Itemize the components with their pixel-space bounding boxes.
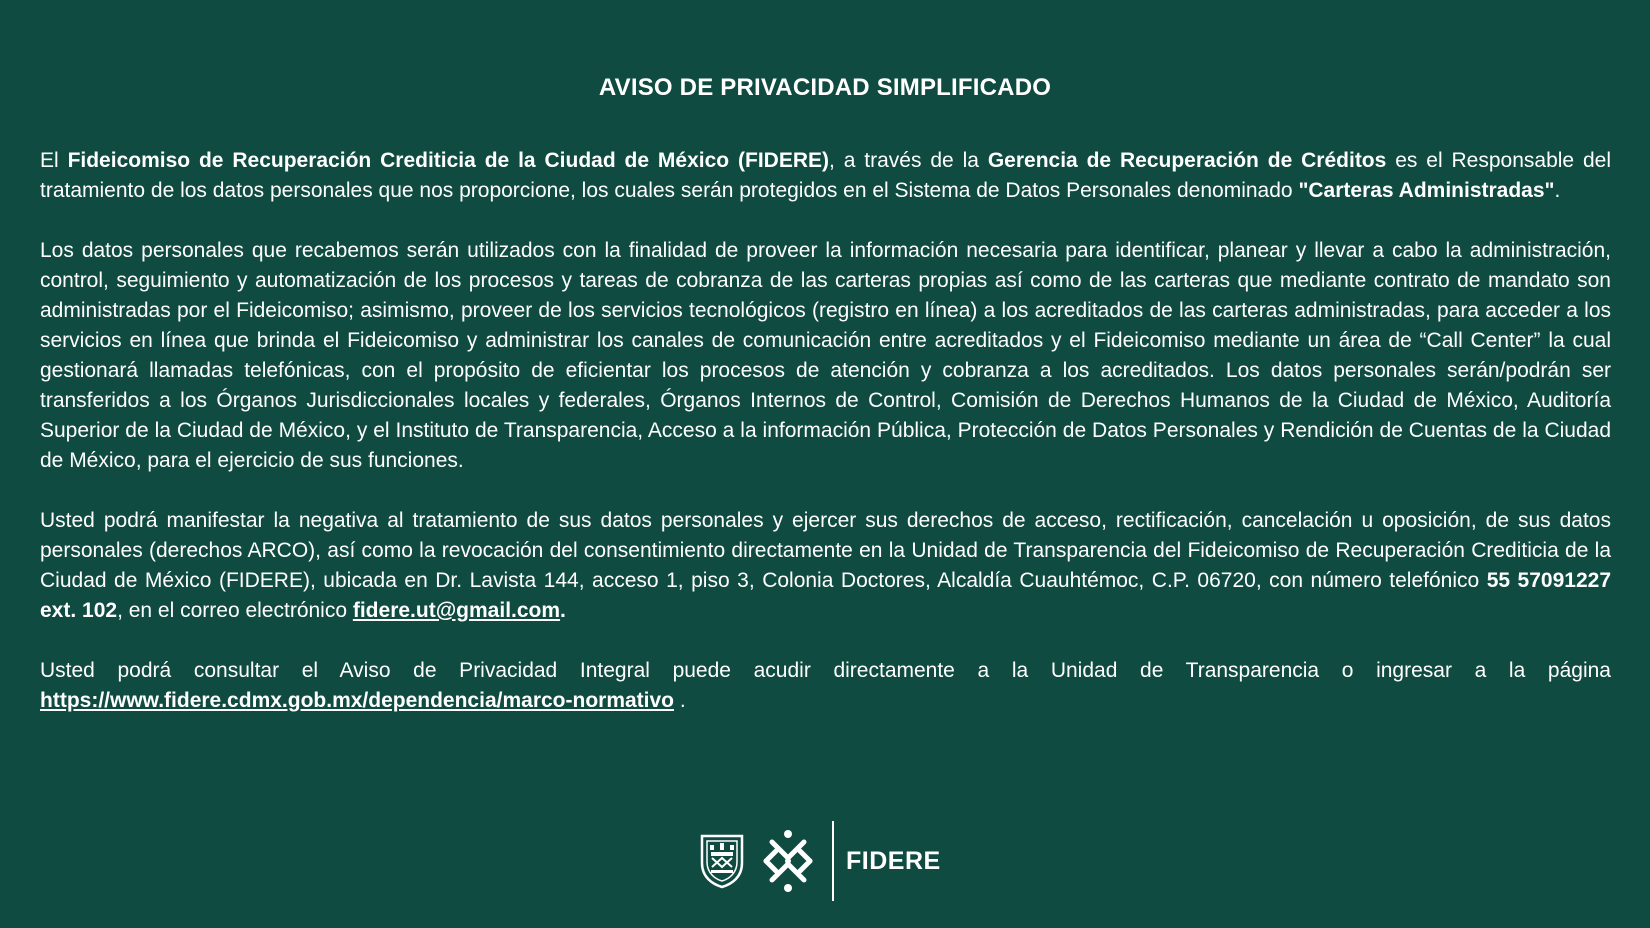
- purpose-paragraph: Los datos personales que recabemos serán utilizados con la finalidad de proveer la información necesaria para identificar, planear y llevar a cabo la administración, control, seguimiento y automatización de los procesos y tareas de cobranza de las carteras propias así como de las carteras que mediante contrato de mandato son administradas por el Fideicomiso; asimismo, proveer de los servicios tecnológicos (registro en línea) a los acreditados de las carteras administradas, para acceder a los servicios en línea que brinda el Fideicomiso y administrar los canales de comunicación entre acreditados y el Fideicomiso mediante un área de “Call Center” la cual gestionará llamadas telefónicas, con el propósito de eficientar los procesos de atención y cobranza a los acreditados. Los datos personales serán/podrán ser transferidos a los Órganos Jurisdiccionales locales y federales, Órganos Internos de Control, Comisión de Derechos Humanos de la Ciudad de México, Auditoría Superior de la Ciudad de México, y el Instituto de Transparencia, Acceso a la información Pública, Protección de Datos Personales y Rendición de Cuentas de la Ciudad de México, para el ejercicio de sus funciones.: [40, 239, 1611, 472]
- integral-notice-paragraph: [40, 656, 1611, 716]
- arco-rights-paragraph: [40, 506, 1611, 626]
- p3-text-1: Usted podrá manifestar la negativa al tratamiento de sus datos personales y ejercer sus derechos de acceso, rectificación, cancelación u oposición, de sus datos personales (derechos ARCO), así como la revocación del consentimiento directamente en la Unidad de Transparencia del Fideicomiso de Recuperación Crediticia de la Ciudad de México (FIDERE), ubicada en Dr. Lavista 144, acceso 1, piso 3, Colonia Doctores, Alcaldía Cuauhtémoc, C.P. 06720, con número telefónico: [40, 509, 1611, 592]
- system-name: "Carteras Administradas": [1298, 179, 1555, 202]
- p1-text-3: es el Responsable del tratamiento de los datos personales que nos proporcione, los cuales serán protegidos en el Sistema de Datos Personales denominado: [40, 149, 1611, 202]
- p1-text-2: , a través de la: [829, 149, 988, 172]
- department-name: Gerencia de Recuperación de Créditos: [987, 149, 1387, 172]
- fidere-name: Fideicomiso de Recuperación Crediticia de la Ciudad de México (FIDERE): [67, 149, 829, 172]
- page-title: AVISO DE PRIVACIDAD SIMPLIFICADO: [598, 74, 1052, 101]
- email-link[interactable]: fidere.ut@gmail.com: [352, 599, 561, 622]
- footer-logos: [698, 820, 941, 902]
- p4-text-2: .: [674, 689, 686, 712]
- notice-body: [40, 146, 1611, 746]
- logo-divider: [832, 821, 834, 901]
- p4-text-1: Usted podrá consultar el Aviso de Privacidad Integral puede acudir directamente a la Unidad de Transparencia o ingresar a la página: [40, 659, 1611, 682]
- cdmx-x-logo-icon: [760, 828, 816, 894]
- marco-normativo-link[interactable]: https://www.fidere.cdmx.gob.mx/dependencia/marco-normativo: [40, 689, 674, 712]
- phone-number: 55 57091227 ext. 102: [40, 569, 1611, 622]
- responsible-paragraph: [40, 146, 1611, 206]
- cdmx-coat-of-arms-icon: [698, 833, 746, 889]
- p1-text-4: .: [1554, 179, 1561, 202]
- fidere-logo-text: FIDERE: [846, 846, 941, 875]
- p1-text-1: El: [40, 149, 68, 172]
- p3-text-3: .: [560, 599, 566, 622]
- p3-text-2: , en el correo electrónico: [117, 599, 353, 622]
